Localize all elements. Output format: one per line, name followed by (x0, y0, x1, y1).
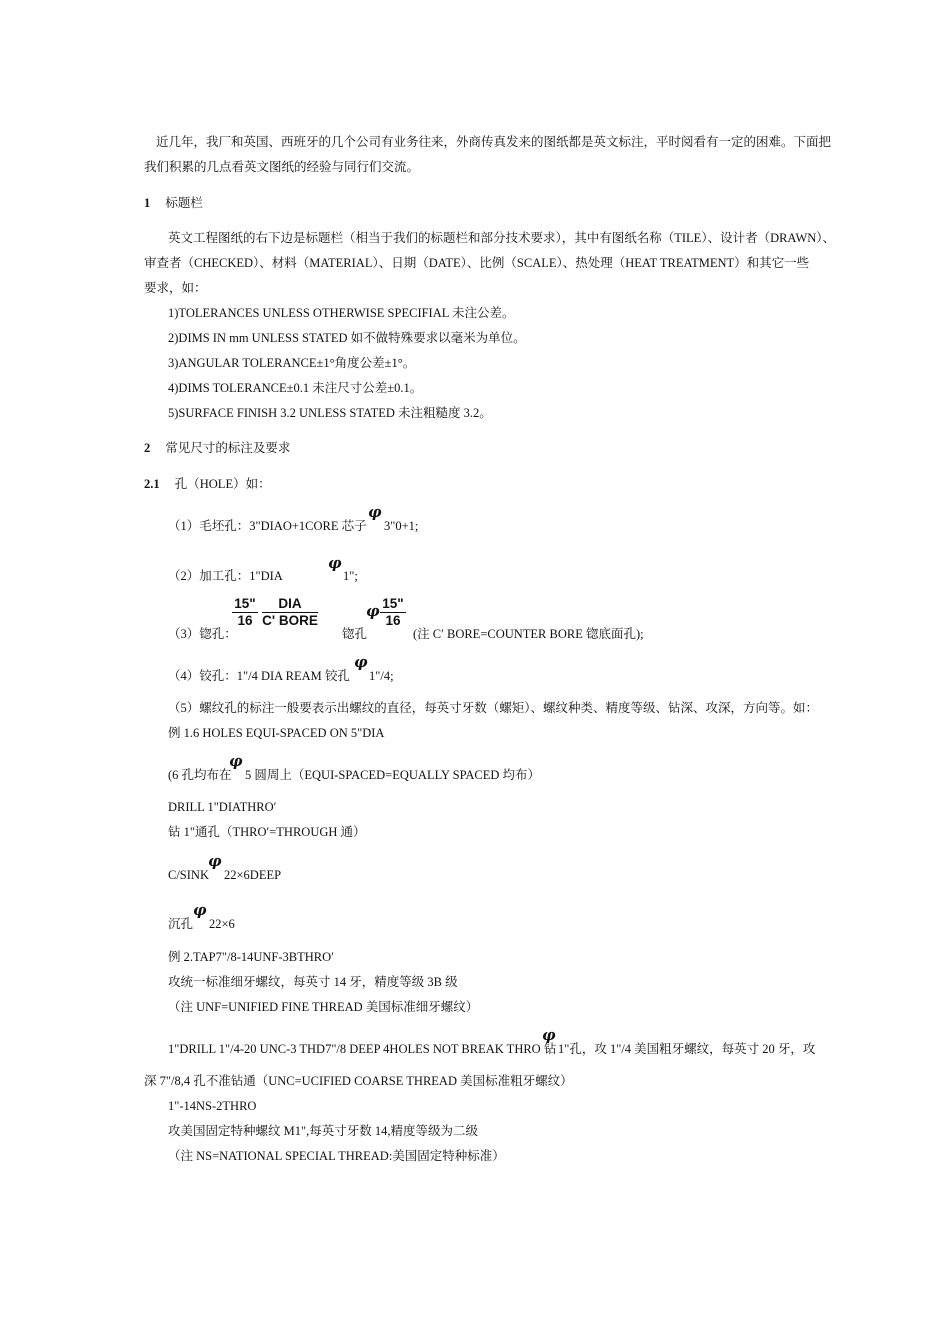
hole-3-note: (注 C′ BORE=COUNTER BORE 锪底面孔); (413, 627, 644, 641)
example-2-long: 1"DRILL 1"/4-20 UNC-3 THD7"/8 DEEP 4HOLES NOT BREAK THRO 钻 (168, 1042, 557, 1056)
example-2-title: 例 2.TAP7"/8-14UNF-3BTHRO′ (168, 950, 334, 964)
diameter-symbol-icon: φ (368, 503, 382, 521)
example-2-ns: 1"-14NS-2THRO (168, 1099, 257, 1113)
section-1-para-line-3: 要求，如： (144, 281, 207, 295)
section-number: 2 (144, 441, 151, 455)
diameter-symbol-icon: φ (354, 653, 368, 671)
hole-2-text: （2）加工孔：1"DIA (168, 569, 283, 583)
hole-3-label: 锪孔 (342, 627, 368, 641)
example-1-line-2-cont: 5 圆周上（EQUI-SPACED=EQUALLY SPACED 均布） (245, 768, 541, 782)
hole-5-text: （5）螺纹孔的标注一般要表示出螺纹的直径，每英寸牙数（螺矩）、螺纹种类、精度等级、钻深、攻深，方向等。如： (168, 701, 819, 715)
counterbore-fraction (232, 596, 258, 629)
example-2-long-line-2: 深 7"/8,4 孔不准钻通（UNC=UCIFIED COARSE THREAD 美国标准粗牙螺纹） (144, 1074, 573, 1088)
example-2-ns-note: （注 NS=NATIONAL SPECIAL THREAD:美国固定特种标准） (168, 1149, 505, 1163)
dia-label-bottom: C' BORE (262, 613, 318, 628)
section-number: 1 (144, 196, 151, 210)
diameter-symbol-icon: φ (542, 1026, 556, 1044)
counterbore-fraction-2 (380, 596, 406, 629)
section-title: 标题栏 (165, 196, 203, 210)
intro-line-2: 我们积累的几点看英文图纸的经验与同行们交流。 (144, 160, 420, 174)
example-1-csink: C/SINK (168, 868, 209, 882)
hole-1-value: 3"0+1; (384, 519, 419, 533)
fraction-denominator: 16 (380, 612, 406, 629)
dia-label-top: DIA (278, 596, 302, 611)
example-1-chen: 沉孔 (168, 917, 194, 931)
diameter-symbol-icon: φ (193, 901, 207, 919)
section-2-1-heading (144, 476, 271, 492)
counterbore-dia-label (262, 596, 318, 629)
example-1-csink-value: 22×6DEEP (224, 868, 282, 882)
fraction-numerator: 15" (234, 596, 256, 611)
diameter-symbol-icon: φ (208, 852, 222, 870)
example-1-chen-value: 22×6 (209, 917, 235, 931)
example-1-title: 例 1.6 HOLES EQUI-SPACED ON 5"DIA (168, 726, 385, 740)
tolerance-item-1: 1)TOLERANCES UNLESS OTHERWISE SPECIFIAL 未注公差。 (168, 306, 515, 320)
section-1-heading (144, 195, 203, 211)
fraction-numerator: 15" (382, 596, 404, 611)
example-1-drill-cn: 钻 1"通孔（THRO′=THROUGH 通） (168, 825, 366, 839)
hole-2-value: 1"; (343, 569, 358, 583)
section-1-para-line-2: 审查者（CHECKED）、材料（MATERIAL）、日期（DATE）、比例（SCALE）、热处理（HEAT TREATMENT）和其它一些 (144, 256, 810, 270)
hole-1-text: （1）毛坯孔：3"DIAO+1CORE 芯子 (168, 519, 367, 533)
example-2-note: （注 UNF=UNIFIED FINE THREAD 美国标准细牙螺纹） (168, 1000, 479, 1014)
example-2-ns-desc: 攻美国固定特种螺纹 M1",每英寸牙数 14,精度等级为二级 (168, 1124, 478, 1138)
section-title: 常见尺寸的标注及要求 (165, 441, 291, 455)
hole-4-text: （4）铰孔：1"/4 DIA REAM 铰孔 (168, 669, 350, 683)
section-title: 孔（HOLE）如： (174, 477, 271, 491)
example-2-long-cont: 1"孔，攻 1"/4 美国粗牙螺纹，每英寸 20 牙，攻 (558, 1042, 816, 1056)
section-1-para-line-1: 英文工程图纸的右下边是标题栏（相当于我们的标题栏和部分技术要求），其中有图纸名称（TILE）、设计者（DRAWN）、 (168, 231, 836, 245)
diameter-symbol-icon: φ (366, 602, 380, 620)
hole-3-text: （3）锪孔： (168, 627, 237, 641)
tolerance-item-3: 3)ANGULAR TOLERANCE±1°角度公差±1°。 (168, 356, 416, 370)
diameter-symbol-icon: φ (328, 554, 342, 572)
intro-line-1: 近几年，我厂和英国、西班牙的几个公司有业务往来，外商传真发来的图纸都是英文标注，平时阅看有一定的困难。下面把 (156, 135, 832, 149)
tolerance-item-5: 5)SURFACE FINISH 3.2 UNLESS STATED 未注粗糙度 3.2。 (168, 406, 492, 420)
tolerance-item-4: 4)DIMS TOLERANCE±0.1 未注尺寸公差±0.1。 (168, 381, 423, 395)
fraction-denominator: 16 (232, 612, 258, 629)
example-2-desc: 攻统一标准细牙螺纹，每英寸 14 牙，精度等级 3B 级 (168, 975, 458, 989)
section-number: 2.1 (144, 477, 160, 491)
example-1-line-2: (6 孔均布在 (168, 768, 232, 782)
tolerance-item-2: 2)DIMS IN mm UNLESS STATED 如不做特殊要求以毫米为单位。 (168, 331, 526, 345)
example-1-drill: DRILL 1"DIATHRO′ (168, 800, 277, 814)
hole-4-value: 1"/4; (369, 669, 394, 683)
section-2-heading (144, 440, 290, 456)
diameter-symbol-icon: φ (229, 752, 243, 770)
